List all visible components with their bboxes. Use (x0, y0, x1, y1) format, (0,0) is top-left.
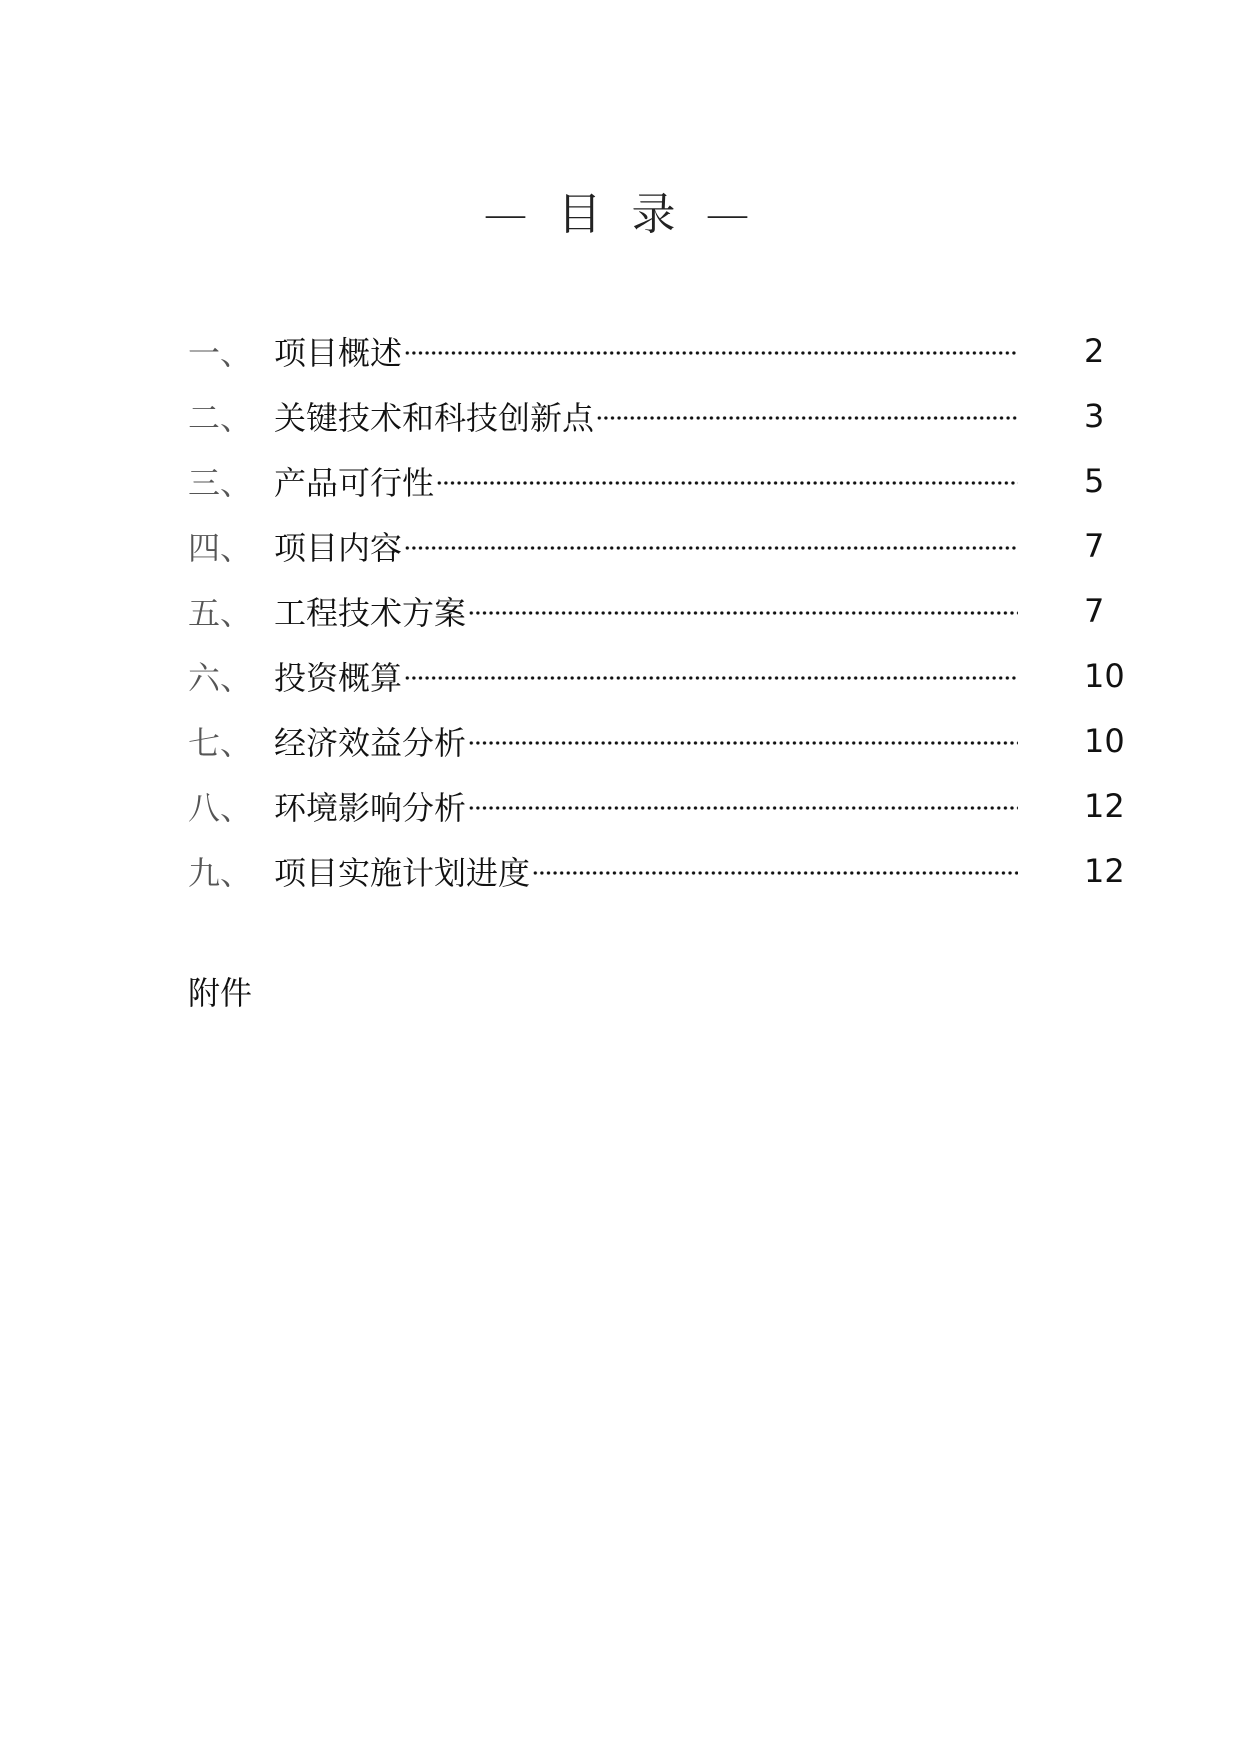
toc-entry-title: 环境影响分析 (274, 788, 467, 827)
toc-entry-title: 投资概算 (274, 658, 403, 697)
toc-entry-title: 项目实施计划进度 (274, 853, 531, 892)
toc-entry-page: 7 (1084, 591, 1105, 630)
toc-dot-leader (468, 741, 1018, 745)
toc-entry-number: 三、 (188, 463, 253, 502)
toc-entry-number: 五、 (188, 593, 253, 632)
toc-entry[interactable] (188, 773, 1133, 838)
toc-entry-title: 产品可行性 (274, 463, 435, 502)
toc-entry[interactable] (188, 513, 1133, 578)
table-of-contents (188, 318, 1133, 903)
appendix-heading[interactable]: 附件 (188, 974, 253, 1012)
toc-entry-page: 2 (1084, 331, 1105, 370)
toc-dot-leader (436, 481, 1018, 485)
toc-dot-leader (404, 676, 1018, 680)
toc-entry-page: 10 (1084, 721, 1125, 760)
toc-entry[interactable] (188, 643, 1133, 708)
toc-dot-leader (468, 806, 1018, 810)
toc-entry-title: 关键技术和科技创新点 (274, 398, 595, 437)
toc-entry-number: 八、 (188, 788, 253, 827)
toc-entry-title: 工程技术方案 (274, 593, 467, 632)
toc-entry-page: 5 (1084, 461, 1105, 500)
toc-entry[interactable] (188, 708, 1133, 773)
toc-entry-number: 四、 (188, 528, 253, 567)
toc-entry-number: 九、 (188, 853, 253, 892)
toc-entry-title: 经济效益分析 (274, 723, 467, 762)
toc-entry[interactable] (188, 318, 1133, 383)
toc-dot-leader (532, 871, 1018, 875)
toc-entry-page: 12 (1084, 786, 1125, 825)
toc-entry-page: 10 (1084, 656, 1125, 695)
toc-entry-number: 六、 (188, 658, 253, 697)
toc-dot-leader (404, 351, 1018, 355)
toc-dot-leader (596, 416, 1018, 420)
toc-entry[interactable] (188, 383, 1133, 448)
toc-entry-number: 七、 (188, 723, 253, 762)
toc-entry-page: 12 (1084, 851, 1125, 890)
toc-entry-title: 项目概述 (274, 333, 403, 372)
toc-entry[interactable] (188, 838, 1133, 903)
toc-entry-page: 3 (1084, 396, 1105, 435)
toc-heading: — 目 录 — (483, 189, 758, 240)
toc-dot-leader (468, 611, 1018, 615)
toc-entry[interactable] (188, 578, 1133, 643)
toc-entry-title: 项目内容 (274, 528, 403, 567)
toc-entry-number: 二、 (188, 398, 253, 437)
toc-entry[interactable] (188, 448, 1133, 513)
toc-entry-page: 7 (1084, 526, 1105, 565)
toc-dot-leader (404, 546, 1018, 550)
toc-entry-number: 一、 (188, 333, 253, 372)
